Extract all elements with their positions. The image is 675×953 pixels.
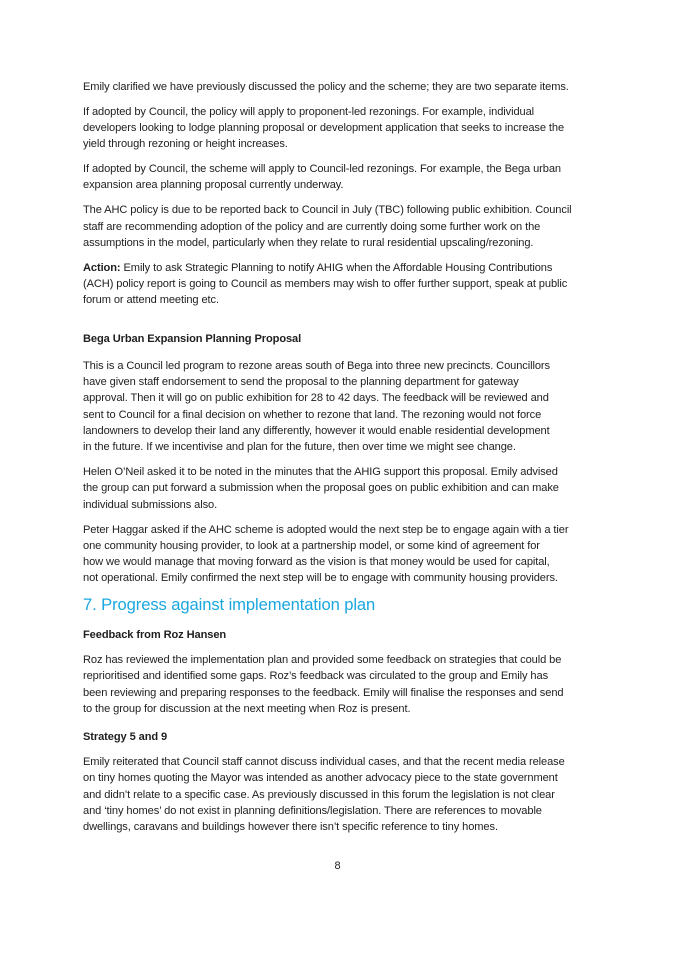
paragraph-tiny-homes (83, 754, 603, 835)
text-line: Emily clarified we have previously discussed the policy and the scheme; they are two separate items. (83, 81, 569, 93)
paragraph-scheme-council-led (83, 161, 603, 194)
text-line: (ACH) policy report is going to Council as members may wish to offer further support, speak at public (83, 277, 568, 290)
paragraph-rezone-program (83, 358, 603, 456)
text-line: The AHC policy is due to be reported back to Council in July (TBC) following public exhibition. Council (83, 204, 572, 217)
text-line: reprioritised and identified some gaps. Roz’s feedback was circulated to the group and Emily has (83, 670, 549, 683)
text-line: approval. Then it will go on public exhibition for 28 to 42 days. The feedback will be reviewed and (83, 392, 549, 405)
text-line: individual submissions also. (83, 498, 218, 511)
text-line: yield through rezoning or height increases. (83, 138, 288, 151)
text-line: landowners to develop their land any differently, however it would enable residential development (83, 425, 550, 438)
paragraph-two-separate-items (83, 79, 603, 95)
text-line: Helen O’Neil asked it to be noted in the minutes that the AHIG support this proposal. Emily advised (83, 466, 558, 479)
page-content (83, 79, 603, 844)
text-line: If adopted by Council, the scheme will apply to Council-led rezonings. For example, the Bega urban (83, 163, 561, 176)
text-line: and ‘tiny homes’ do not exist in planning definitions/legislation. There are references to movable (83, 804, 542, 817)
subheading-feedback-roz: Feedback from Roz Hansen (83, 629, 227, 642)
page-number: 8 (334, 860, 341, 872)
text-line: developers looking to lodge planning proposal or development application that seeks to increase the (83, 122, 565, 135)
text-line: Peter Haggar asked if the AHC scheme is adopted would the next step be to engage again with a tier (83, 523, 569, 536)
text-line: assumptions in the model, particularly when they relate to rural residential upscaling/rezoning. (83, 236, 534, 249)
text-line: staff are recommending adoption of the policy and are currently doing some further work on the (83, 220, 541, 233)
action-label: Action: (83, 261, 121, 274)
paragraph-roz-feedback (83, 652, 603, 717)
text-line: have given staff endorsement to send the proposal to the planning department for gateway (83, 376, 519, 389)
subheading-strategy-5-and-9: Strategy 5 and 9 (83, 731, 168, 744)
text-line: been reviewing and preparing responses to the feedback. Emily will finalise the responses and send (83, 686, 564, 699)
text-line: and didn’t relate to a specific case. As previously discussed in this forum the legislation is not clear (83, 788, 555, 801)
text-line: not operational. Emily confirmed the next step will be to engage with community housing providers. (83, 572, 558, 585)
text-line: on tiny homes quoting the Mayor was intended as another advocacy piece to the state government (83, 772, 558, 785)
section-heading-progress: 7. Progress against implementation plan (83, 595, 376, 615)
action-item (83, 260, 603, 309)
text-line: If adopted by Council, the policy will apply to proponent-led rezonings. For example, individual (83, 105, 535, 118)
paragraph-policy-proponent-led (83, 104, 603, 153)
paragraph-ahc-policy-report (83, 202, 603, 251)
text-line: the group can put forward a submission when the proposal goes on public exhibition and can make (83, 482, 559, 495)
text-line: Roz has reviewed the implementation plan and provided some feedback on strategies that could be (83, 654, 562, 667)
paragraph-peter-haggar (83, 522, 603, 587)
text-line: how we would manage that moving forward as the vision is that money would be used for capital, (83, 556, 550, 569)
text-line: dwellings, caravans and buildings however there isn’t specific reference to tiny homes. (83, 821, 498, 834)
text-line: This is a Council led program to rezone areas south of Bega into three new precincts. Councillors (83, 359, 550, 372)
text-line: in the future. If we incentivise and plan for the future, then over time we might see change. (83, 441, 516, 454)
paragraph-helen-oneil (83, 464, 603, 513)
text-line: one community housing provider, to look at a partnership model, or some kind of agreement for (83, 539, 540, 552)
text-line: to the group for discussion at the next meeting when Roz is present. (83, 702, 411, 715)
text-line: forum or attend meeting etc. (83, 294, 219, 307)
text-line: sent to Council for a final decision on whether to rezone that land. The rezoning would not force (83, 408, 542, 421)
action-text: Emily to ask Strategic Planning to notify AHIG when the Affordable Housing Contributions (120, 261, 553, 274)
text-line: expansion area planning proposal currently underway. (83, 179, 344, 192)
text-line: Emily reiterated that Council staff cannot discuss individual cases, and that the recent media release (83, 756, 565, 768)
subheading-bega-urban-expansion: Bega Urban Expansion Planning Proposal (83, 332, 302, 345)
text-line (83, 260, 603, 276)
